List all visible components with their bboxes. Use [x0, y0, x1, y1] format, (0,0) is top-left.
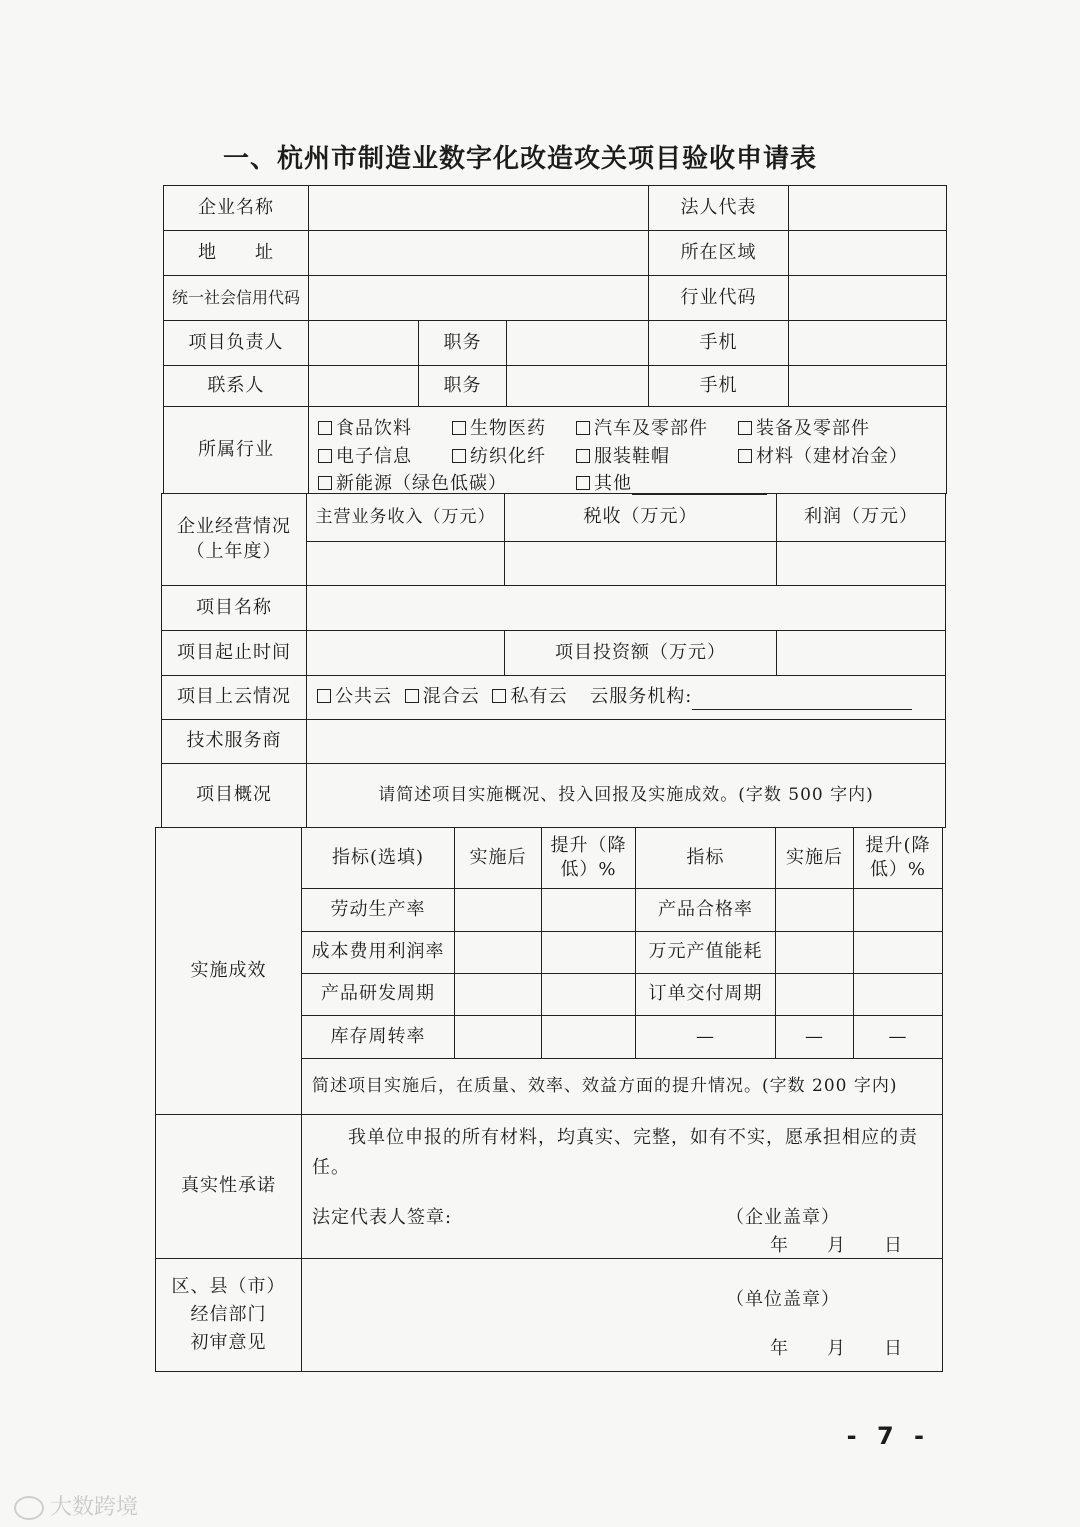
investment-field[interactable]: [777, 631, 946, 676]
dash-cell: —: [854, 1016, 943, 1059]
industry-option-label: 汽车及零部件: [594, 418, 708, 439]
value-cell[interactable]: [776, 932, 854, 974]
indicator-right: 订单交付周期: [636, 974, 776, 1016]
project-lead-position-label: 职务: [419, 321, 507, 366]
contact-phone-label: 手机: [649, 366, 789, 407]
header-improve-2: 提升(降低）%: [854, 828, 943, 889]
checkbox-icon: [452, 421, 466, 435]
industry-option-other[interactable]: [576, 469, 767, 495]
profit-label: 利润（万元）: [777, 494, 946, 542]
project-lead-label: 项目负责人: [164, 321, 309, 366]
checkbox-icon: [405, 689, 419, 703]
tax-label: 税收（万元）: [505, 494, 777, 542]
checkbox-icon: [576, 421, 590, 435]
industry-option-label: 电子信息: [336, 446, 412, 467]
watermark: [14, 1490, 138, 1521]
value-cell[interactable]: [455, 974, 542, 1016]
credit-code-field[interactable]: [309, 276, 649, 321]
project-period-label: 项目起止时间: [162, 631, 307, 676]
form-title: 一、杭州市制造业数字化改造攻关项目验收申请表: [222, 144, 817, 174]
pledge-text: 我单位申报的所有材料，均真实、完整，如有不实，愿承担相应的责任。: [312, 1127, 918, 1178]
industry-option[interactable]: [318, 414, 412, 440]
indicator-right: 产品合格率: [636, 889, 776, 932]
cloud-option-hybrid[interactable]: [405, 686, 480, 707]
indicator-left: 产品研发周期: [302, 974, 455, 1016]
cloud-options-cell: [307, 676, 946, 720]
results-label: 实施成效: [156, 828, 302, 1115]
company-name-label: 企业名称: [164, 186, 309, 231]
business-project-table: [161, 493, 946, 828]
cloud-label: 项目上云情况: [162, 676, 307, 720]
industry-option[interactable]: [576, 442, 670, 468]
industry-option-label: 服装鞋帽: [594, 446, 670, 467]
pledge-label: 真实性承诺: [156, 1115, 302, 1259]
project-lead-field[interactable]: [309, 321, 419, 366]
basic-info-table: [163, 185, 947, 407]
industry-option[interactable]: [738, 442, 908, 468]
signature-label: 法定代表人签章:: [312, 1207, 453, 1228]
page-number: - 7 -: [846, 1422, 930, 1450]
industry-option[interactable]: [452, 414, 546, 440]
pledge-date: 年 月 日: [770, 1235, 903, 1256]
district-field[interactable]: [789, 231, 947, 276]
project-lead-position-field[interactable]: [507, 321, 649, 366]
project-name-field[interactable]: [307, 586, 946, 631]
value-cell[interactable]: [854, 889, 943, 932]
header-indicator: 指标: [636, 828, 776, 889]
industry-option-label: 纺织化纤: [470, 446, 546, 467]
cloud-option-label: 混合云: [422, 686, 480, 708]
checkbox-icon: [576, 449, 590, 463]
cloud-option-label: 公共云: [335, 686, 392, 708]
company-name-field[interactable]: [309, 186, 649, 231]
value-cell[interactable]: [455, 932, 542, 974]
contact-label: 联系人: [164, 366, 309, 407]
checkbox-icon: [318, 449, 332, 463]
value-cell[interactable]: [542, 932, 636, 974]
overview-label: 项目概况: [162, 764, 307, 828]
contact-field[interactable]: [309, 366, 419, 407]
checkbox-icon: [452, 449, 466, 463]
value-cell[interactable]: [542, 1016, 636, 1059]
business-label: [162, 494, 307, 586]
tech-provider-label: 技术服务商: [162, 720, 307, 764]
review-label-line: 区、县（市）: [171, 1276, 286, 1297]
header-after: 实施后: [455, 828, 542, 889]
credit-code-label: 统一社会信用代码: [164, 276, 309, 321]
project-name-label: 项目名称: [162, 586, 307, 631]
value-cell[interactable]: [776, 889, 854, 932]
industry-option-label: 装备及零部件: [756, 418, 870, 439]
industry-option[interactable]: [318, 442, 412, 468]
industry-option[interactable]: [318, 469, 507, 495]
industry-option[interactable]: [576, 414, 708, 440]
review-label-line: 初审意见: [190, 1332, 267, 1353]
checkbox-icon: [318, 476, 332, 490]
district-label: 所在区域: [649, 231, 789, 276]
legal-rep-label: 法人代表: [649, 186, 789, 231]
main-revenue-field[interactable]: [307, 542, 505, 586]
header-indicator-optional: 指标(选填): [302, 828, 455, 889]
indicator-right: 万元产值能耗: [636, 932, 776, 974]
profit-field[interactable]: [777, 542, 946, 586]
business-year-text: （上年度）: [186, 540, 282, 562]
value-cell[interactable]: [854, 932, 943, 974]
value-cell[interactable]: [455, 889, 542, 932]
investment-label: 项目投资额（万元）: [505, 631, 777, 676]
main-revenue-label: 主营业务收入（万元）: [307, 494, 505, 542]
industry-option-label: 材料（建材冶金）: [756, 446, 908, 467]
review-label: [156, 1259, 302, 1372]
business-label-text: 企业经营情况: [177, 516, 291, 538]
checkbox-icon: [738, 449, 752, 463]
tax-field[interactable]: [505, 542, 777, 586]
contact-phone-field[interactable]: [789, 366, 947, 407]
header-improve: 提升（降低）%: [542, 828, 636, 889]
checkbox-icon: [738, 421, 752, 435]
header-after-2: 实施后: [776, 828, 854, 889]
project-period-field[interactable]: [307, 631, 505, 676]
industry-option-label: 其他: [594, 473, 632, 494]
legal-rep-field[interactable]: [789, 186, 947, 231]
project-lead-phone-field[interactable]: [789, 321, 947, 366]
company-seal-label: （企业盖章）: [726, 1207, 840, 1228]
cloud-provider-input[interactable]: [692, 691, 912, 710]
value-cell[interactable]: [455, 1016, 542, 1059]
contact-position-label: 职务: [419, 366, 507, 407]
industry-option-label: 生物医药: [470, 418, 546, 439]
watermark-text: 大数跨境: [50, 1495, 139, 1520]
indicator-left: 成本费用利润率: [302, 932, 455, 974]
industry-option-label: 新能源（绿色低碳）: [336, 473, 507, 494]
cloud-option-public[interactable]: [317, 686, 392, 707]
cloud-option-private[interactable]: [492, 686, 567, 707]
review-label-line: 经信部门: [190, 1304, 267, 1325]
value-cell[interactable]: [854, 974, 943, 1016]
address-label: 地 址: [164, 231, 309, 276]
cloud-option-label: 私有云: [510, 686, 568, 708]
dash-cell: —: [776, 1016, 854, 1059]
industry-option[interactable]: [738, 414, 870, 440]
value-cell[interactable]: [542, 889, 636, 932]
contact-position-field[interactable]: [507, 366, 649, 407]
results-summary[interactable]: 简述项目实施后，在质量、效率、效益方面的提升情况。(字数 200 字内): [302, 1059, 943, 1115]
indicator-left: 劳动生产率: [302, 889, 455, 932]
dash-cell: —: [636, 1016, 776, 1059]
review-date: 年 月 日: [770, 1338, 903, 1359]
tech-provider-field[interactable]: [307, 720, 946, 764]
overview-field[interactable]: 请简述项目实施概况、投入回报及实施成效。(字数 500 字内): [307, 764, 946, 828]
checkbox-icon: [318, 421, 332, 435]
checkbox-icon: [317, 689, 331, 703]
unit-seal-label: （单位盖章）: [726, 1289, 840, 1310]
value-cell[interactable]: [776, 974, 854, 1016]
indicator-left: 库存周转率: [302, 1016, 455, 1059]
industry-code-label: 行业代码: [649, 276, 789, 321]
industry-option[interactable]: [452, 442, 546, 468]
project-lead-phone-label: 手机: [649, 321, 789, 366]
address-field[interactable]: [309, 231, 649, 276]
cloud-provider-label: 云服务机构:: [590, 686, 693, 708]
industry-option-label: 食品饮料: [336, 418, 412, 439]
industry-label: 所属行业: [164, 407, 309, 494]
industry-code-field[interactable]: [789, 276, 947, 321]
checkbox-icon: [576, 476, 590, 490]
checkbox-icon: [492, 689, 506, 703]
watermark-logo-icon: [14, 1496, 44, 1520]
value-cell[interactable]: [542, 974, 636, 1016]
